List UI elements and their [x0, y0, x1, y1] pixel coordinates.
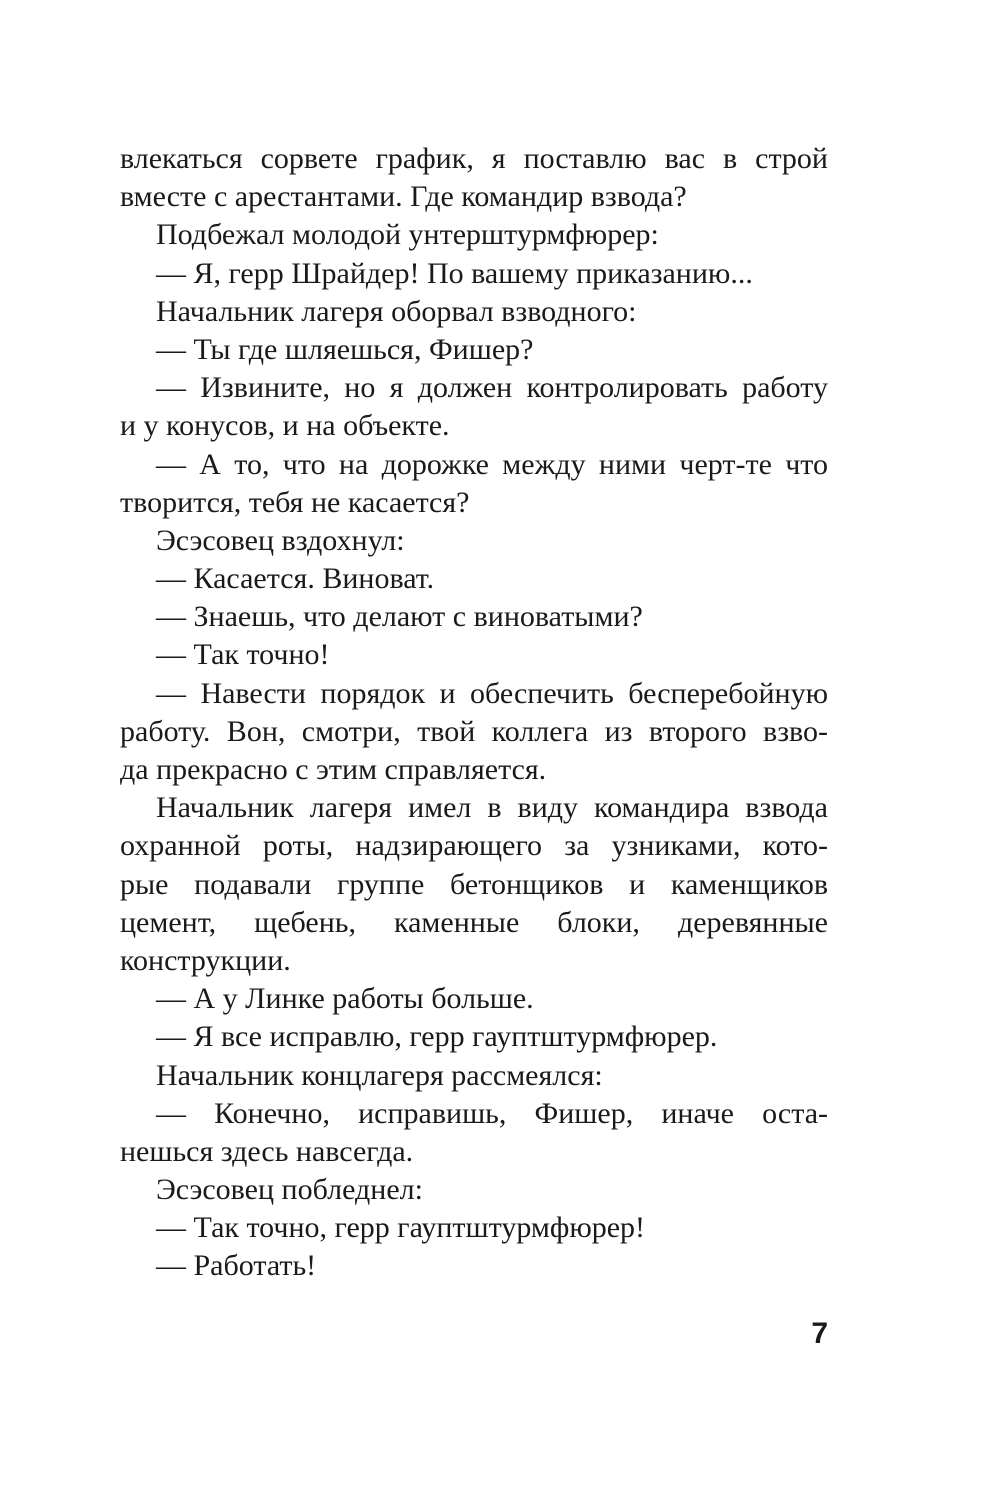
text-line: цемент, щебень, каменные блоки, деревянные [120, 905, 828, 939]
text-line: — Касается. Виноват. [156, 562, 435, 596]
text-line: нешься здесь навсегда. [120, 1134, 414, 1168]
text-line: Начальник лагеря имел в виду командира взвода [156, 791, 828, 825]
text-line: Начальник концлагеря рассмеялся: [156, 1058, 603, 1092]
text-line: охранной роты, надзирающего за узниками, кото- [120, 829, 828, 863]
text-line: Эсэсовец вздохнул: [156, 523, 405, 557]
text-line: творится, тебя не касается? [120, 485, 470, 519]
text-line: — Я, герр Шрайдер! По вашему приказанию... [156, 256, 753, 290]
text-line: — Навести порядок и обеспечить бесперебойную [156, 676, 828, 710]
text-line: рые подавали группе бетонщиков и каменщиков [120, 867, 828, 901]
text-line: Подбежал молодой унтерштурмфюрер: [156, 218, 659, 252]
text-line: — Работать! [156, 1249, 317, 1283]
text-line: — Знаешь, что делают с виноватыми? [156, 600, 643, 634]
text-line: Эсэсовец побледнел: [156, 1173, 423, 1207]
text-line: конструкции. [120, 943, 291, 977]
text-line: — Конечно, исправишь, Фишер, иначе оста- [156, 1096, 828, 1130]
text-line: — Я все исправлю, герр гауптштурмфюрер. [156, 1020, 718, 1054]
body-text [120, 140, 828, 1286]
text-line: и у конусов, и на объекте. [120, 409, 450, 443]
text-line: влекаться сорвете график, я поставлю вас в строй [120, 142, 828, 175]
text-line: — А то, что на дорожке между ними черт-те что [156, 447, 828, 481]
text-line: Начальник лагеря оборвал взводного: [156, 294, 637, 328]
text-line: да прекрасно с этим справляется. [120, 753, 547, 786]
text-line: — Извините, но я должен контролировать работу [156, 371, 828, 405]
text-line: — Так точно, герр гауптштурмфюрер! [156, 1211, 646, 1245]
text-line: — Так точно! [156, 638, 330, 672]
text-line: — Ты где шляешься, Фишер? [156, 332, 534, 366]
text-line: — А у Линке работы больше. [156, 982, 534, 1016]
text-line: работу. Вон, смотри, твой коллега из второго взво- [120, 714, 828, 748]
page-number: 7 [811, 1317, 828, 1350]
text-line: вместе с арестантами. Где командир взвода? [120, 180, 687, 214]
